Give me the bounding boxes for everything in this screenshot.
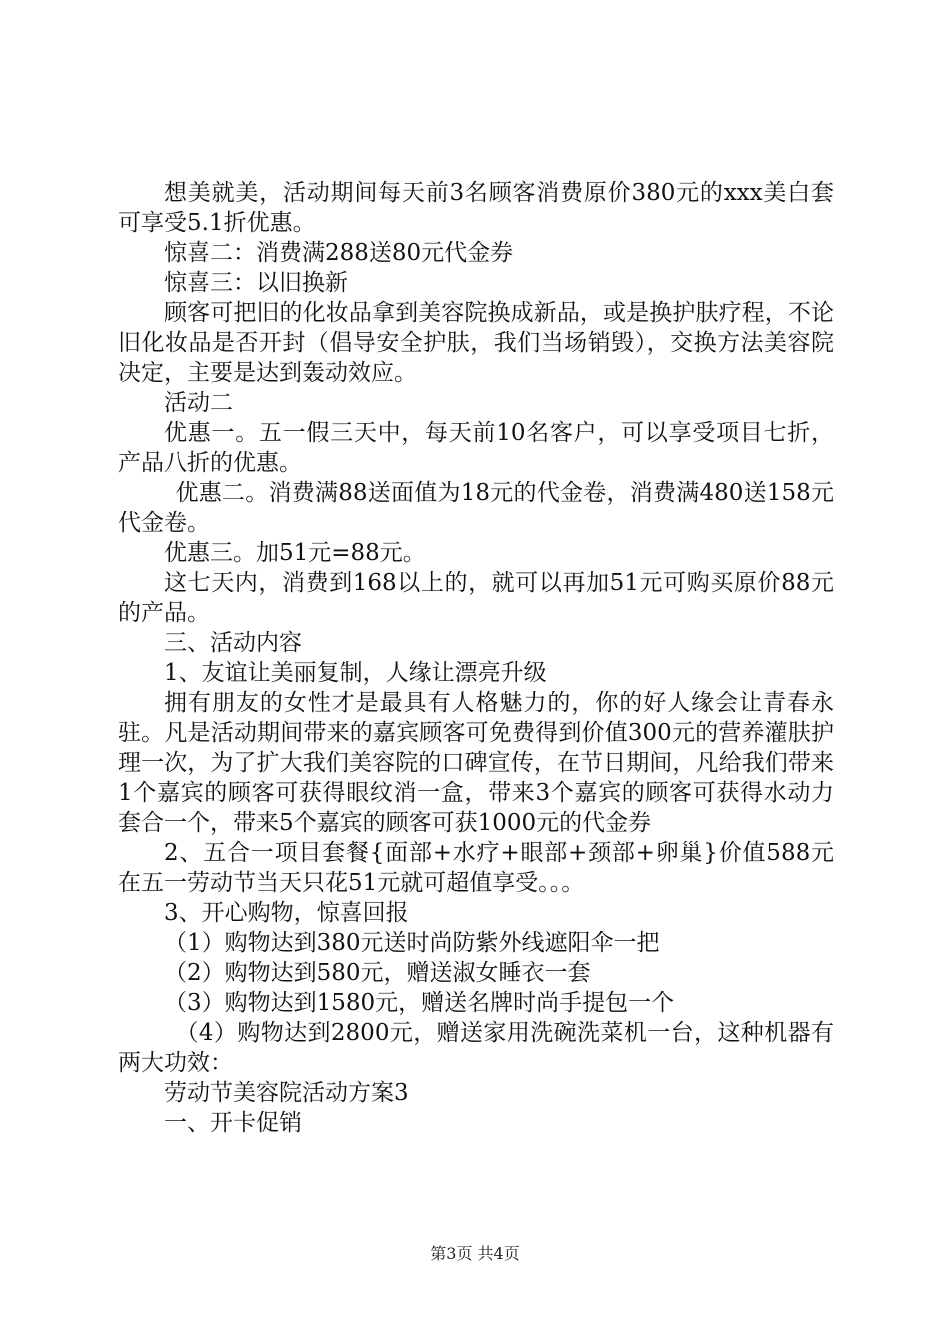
paragraph-discount-one: 优惠一。五一假三天中，每天前10名客户，可以享受项目七折，产品八折的优惠。 — [118, 420, 834, 476]
paragraph-intro-offer: 想美就美，活动期间每天前3名顾客消费原价380元的xxx美白套可享受5.1折优惠。 — [118, 180, 834, 236]
paragraph-five-in-one: 2、五合一项目套餐{面部+水疗+眼部+颈部+卵巢}价值588元在五一劳动节当天只花51元就可超值享受。。。 — [118, 840, 834, 896]
paragraph-friendship-details: 拥有朋友的女性才是最具有人格魅力的，你的好人缘会让青春永驻。凡是活动期间带来的嘉宾顾客可免费得到价值300元的营养灌肤护理一次，为了扩大我们美容院的口碑宣传，在节日期间，凡给我们带来1个嘉宾的顾客可获得眼纹消一盒，带来3个嘉宾的顾客可获得水动力套合一个，带来5个嘉宾的顾客可获1000元的代金券 — [118, 690, 834, 836]
section-heading-plan-three: 劳动节美容院活动方案3 — [164, 1080, 409, 1106]
list-item-reward-4: （4）购物达到2800元，赠送家用洗碗洗菜机一台，这种机器有两大功效： — [118, 1020, 834, 1076]
list-item-reward-3: （3）购物达到1580元，赠送名牌时尚手提包一个 — [164, 990, 675, 1016]
document-body — [118, 178, 834, 1138]
page-number-label: 第3页 共4页 — [430, 1244, 520, 1263]
page-footer — [0, 1244, 950, 1264]
section-heading-activity-content: 三、活动内容 — [164, 630, 302, 656]
paragraph-surprise-three: 惊喜三：以旧换新 — [164, 270, 348, 296]
paragraph-trade-in: 顾客可把旧的化妆品拿到美容院换成新品，或是换护肤疗程，不论旧化妆品是否开封（倡导安全护肤，我们当场销毁），交换方法美容院决定，主要是达到轰动效应。 — [118, 300, 834, 386]
section-heading-card-promotion: 一、开卡促销 — [164, 1110, 302, 1136]
paragraph-seven-days: 这七天内，消费到168以上的，就可以再加51元可购买原价88元的产品。 — [118, 570, 834, 626]
section-heading-activity-two: 活动二 — [164, 390, 233, 416]
paragraph-discount-two: 优惠二。消费满88送面值为18元的代金卷，消费满480送158元代金卷。 — [118, 480, 834, 536]
subheading-friendship: 1、友谊让美丽复制，人缘让漂亮升级 — [164, 660, 547, 686]
paragraph-discount-three: 优惠三。加51元=88元。 — [164, 540, 426, 566]
list-item-reward-1: （1）购物达到380元送时尚防紫外线遮阳伞一把 — [164, 930, 660, 956]
subheading-happy-shopping: 3、开心购物，惊喜回报 — [164, 900, 409, 926]
paragraph-surprise-two: 惊喜二：消费满288送80元代金券 — [164, 240, 514, 266]
list-item-reward-2: （2）购物达到580元，赠送淑女睡衣一套 — [164, 960, 591, 986]
